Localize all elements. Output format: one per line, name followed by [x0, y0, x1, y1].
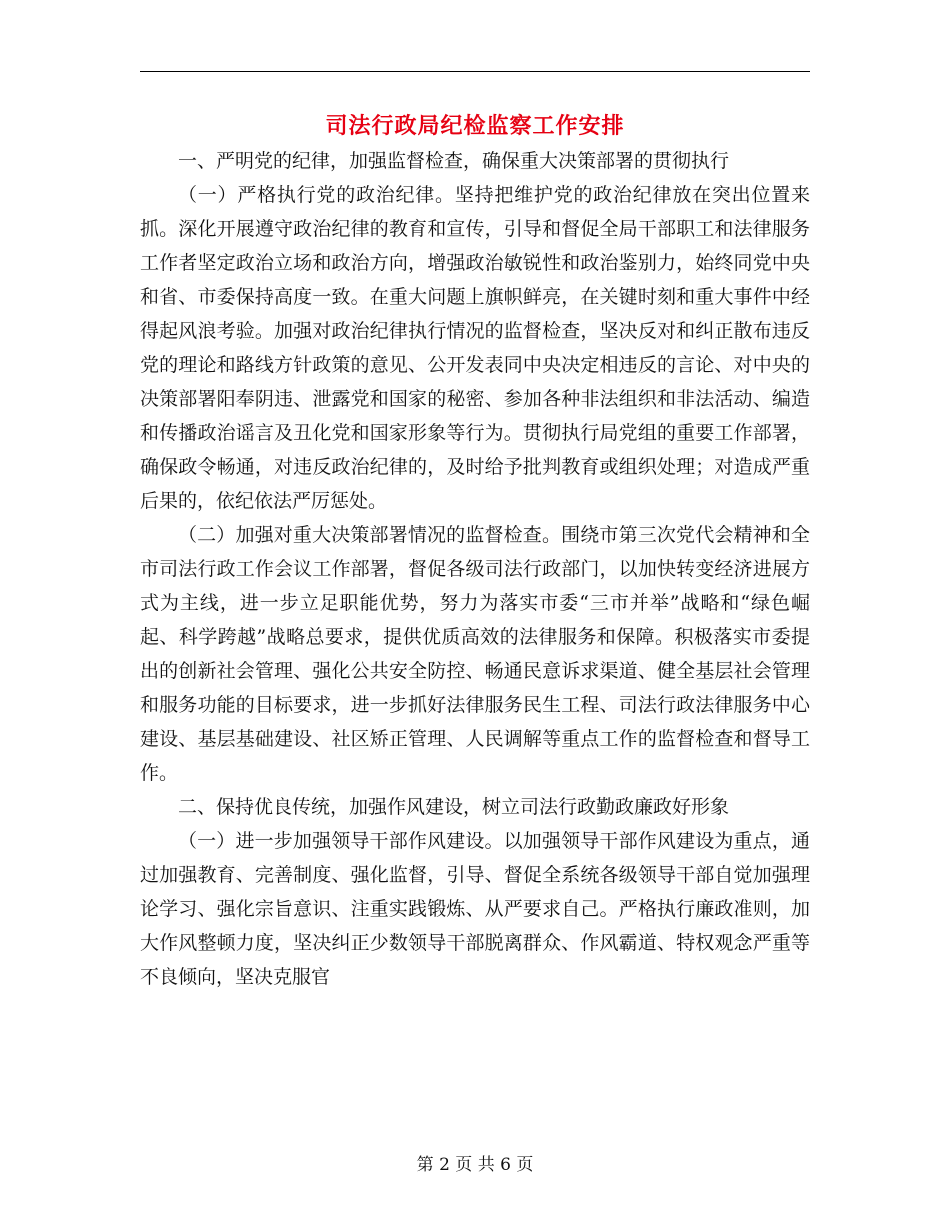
page-label-mid: 页 共 — [455, 1155, 495, 1175]
section-heading-1: 一、严明党的纪律，加强监督检查，确保重大决策部署的贯彻执行 — [178, 150, 730, 172]
total-page-count: 6 — [500, 1155, 511, 1175]
page-label-suffix: 页 — [516, 1155, 534, 1175]
page-footer — [140, 1152, 810, 1178]
section-heading-2: 二、保持优良传统，加强作风建设，树立司法行政勤政廉政好形象 — [178, 796, 730, 818]
paragraph-2-1: （一）进一步加强领导干部作风建设。以加强领导干部作风建设为重点，通过加强教育、完善制度、强化监督，引导、督促全系统各级领导干部自觉加强理论学习、强化宗旨意识、注重实践锻炼、从严要求自己。严格执行廉政准则，加大作风整顿力度，坚决纠正少数领导干部脱离群众、作风霸道、特权观念严重等不良倾向，坚决克服官 — [140, 830, 810, 988]
document-title: 司法行政局纪检监察工作安排 — [325, 113, 625, 139]
page-label-prefix: 第 — [416, 1155, 434, 1175]
current-page-number: 2 — [439, 1155, 450, 1175]
paragraph-1-2: （二）加强对重大决策部署情况的监督检查。围绕市第三次党代会精神和全市司法行政工作会议工作部署，督促各级司法行政部门，以加快转变经济进展方式为主线，进一步立足职能优势，努力为落实市委“三市并举”战略和“绿色崛起、科学跨越”战略总要求，提供优质高效的法律服务和保障。积极落实市委提出的创新社会管理、强化公共安全防控、畅通民意诉求渠道、健全基层社会管理和服务功能的目标要求，进一步抓好法律服务民生工程、司法行政法律服务中心建设、基层基础建设、社区矫正管理、人民调解等重点工作的监督检查和督导工作。 — [140, 524, 810, 784]
header-rule — [140, 71, 810, 72]
paragraph-1-1: （一）严格执行党的政治纪律。坚持把维护党的政治纪律放在突出位置来抓。深化开展遵守政治纪律的教育和宣传，引导和督促全局干部职工和法律服务工作者坚定政治立场和政治方向，增强政治敏锐性和政治鉴别力，始终同党中央和省、市委保持高度一致。在重大问题上旗帜鲜亮，在关键时刻和重大事件中经得起风浪考验。加强对政治纪律执行情况的监督检查，坚决反对和纠正散布违反党的理论和路线方针政策的意见、公开发表同中央决定相违反的言论、对中央的决策部署阳奉阴违、泄露党和国家的秘密、参加各种非法组织和非法活动、编造和传播政治谣言及丑化党和国家形象等行为。贯彻执行局党组的重要工作部署，确保政令畅通，对违反政治纪律的，及时给予批判教育或组织处理；对造成严重后果的，依纪依法严厉惩处。 — [140, 184, 810, 512]
document-body — [140, 144, 810, 994]
